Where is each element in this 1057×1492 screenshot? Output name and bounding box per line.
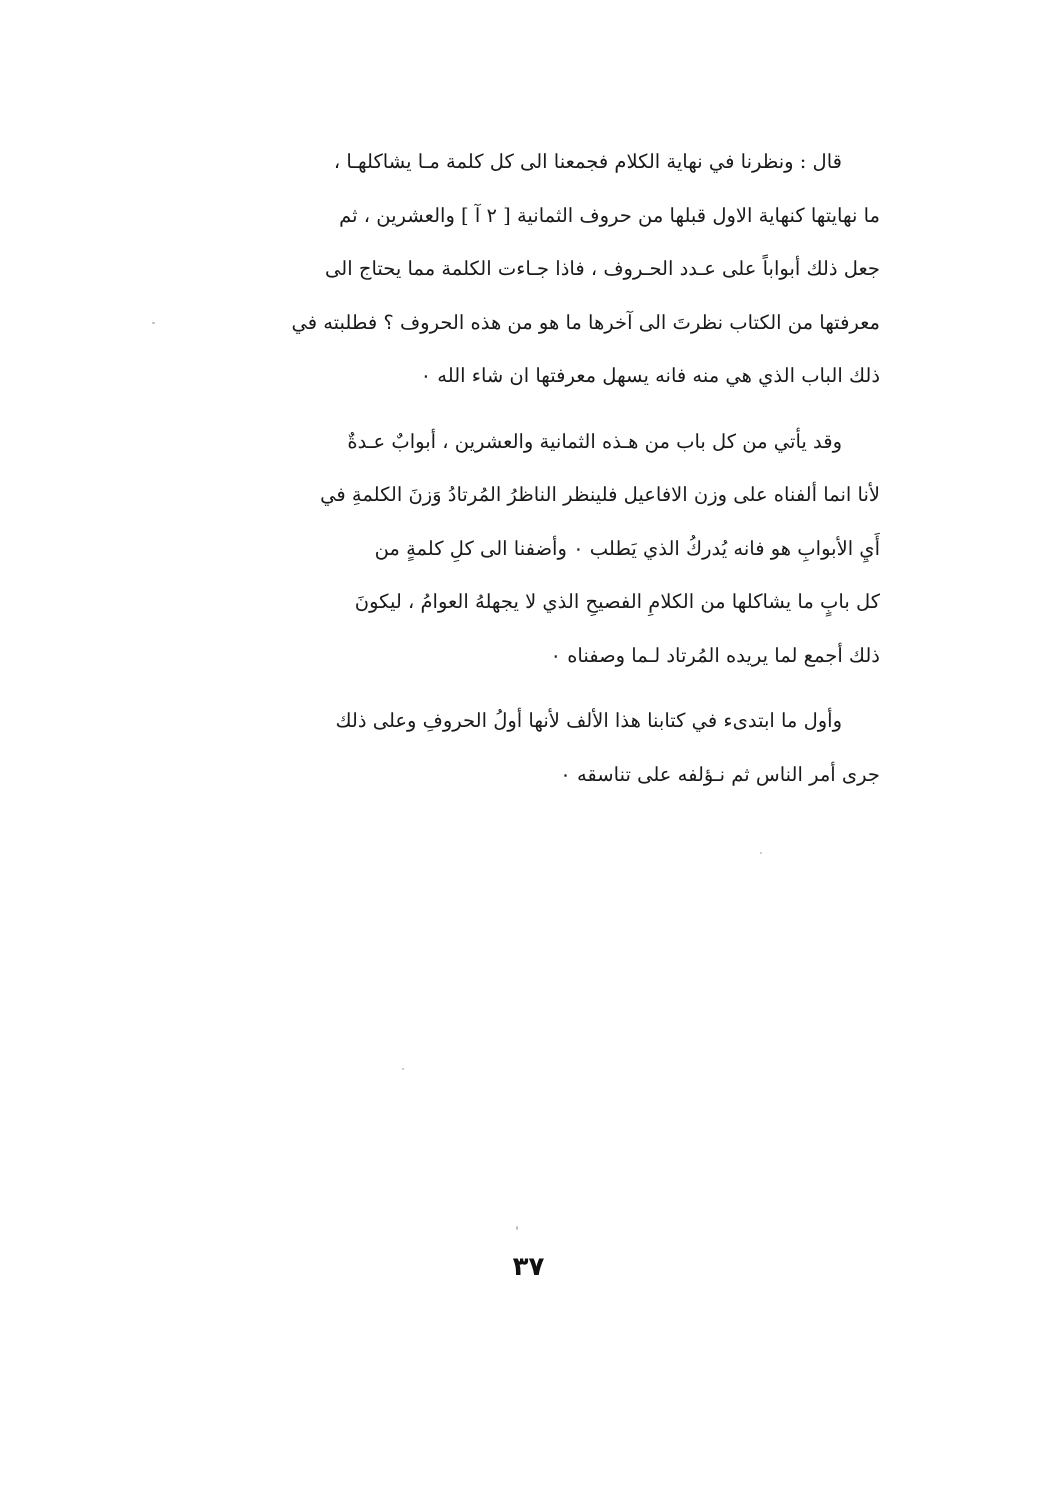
paragraph-1 — [180, 135, 880, 403]
text-line: معرفتها من الكتاب نظرتَ الى آخرها ما هو من هذه الحروف ؟ فطلبته في — [291, 310, 880, 334]
text-line: جعل ذلك أبواباً على عـدد الحـروف ، فاذا جـاءت الكلمة مما يحتاج الى — [325, 257, 880, 280]
text-line: وأول ما ابتدىء في كتابنا هذا الألف لأنها أولُ الحروفِ وعلى ذلك — [335, 709, 842, 732]
scan-speck — [516, 1226, 518, 1230]
text-line: ذلك أجمع لما يريده المُرتاد لـما وصفناه ٠ — [550, 643, 880, 667]
paragraph-3 — [180, 694, 880, 801]
text-line: لأنا انما ألفناه على وزن الافاعيل فلينظر الناظرُ المُرتادُ وَزنَ الكلمةِ في — [320, 483, 880, 506]
text-line: كل بابٍ ما يشاكلها من الكلامِ الفصيحِ الذي لا يجهلهُ العوامُ ، ليكونَ — [354, 590, 880, 613]
scan-speck — [152, 322, 155, 324]
scan-speck — [760, 852, 762, 854]
paragraph-2 — [180, 415, 880, 683]
text-line: أَيِ الأبوابِ هو فانه يُدركُ الذي يَطلب ٠ وأضفنا الى كلِ كلمةٍ من — [374, 536, 880, 560]
text-line: قال : ونظرنا في نهاية الكلام فجمعنا الى كل كلمة مـا يشاكلهـا ، — [333, 150, 842, 173]
text-line: ما نهايتها كنهاية الاول قبلها من حروف الثمانية [ ٢ آ ] والعشرين ، ثم — [339, 203, 880, 227]
text-line: جرى أمر الناس ثم نـؤلفه على تناسقه ٠ — [560, 762, 880, 786]
scan-speck — [402, 1068, 404, 1070]
page-number: ٣٧ — [512, 1252, 545, 1282]
body-text — [180, 135, 880, 813]
text-line: وقد يأتي من كل باب من هـذه الثمانية والعشرين ، أبوابٌ عـدةٌ — [347, 429, 842, 453]
text-line: ذلك الباب الذي هي منه فانه يسهل معرفتها ان شاء الله ٠ — [420, 364, 880, 387]
